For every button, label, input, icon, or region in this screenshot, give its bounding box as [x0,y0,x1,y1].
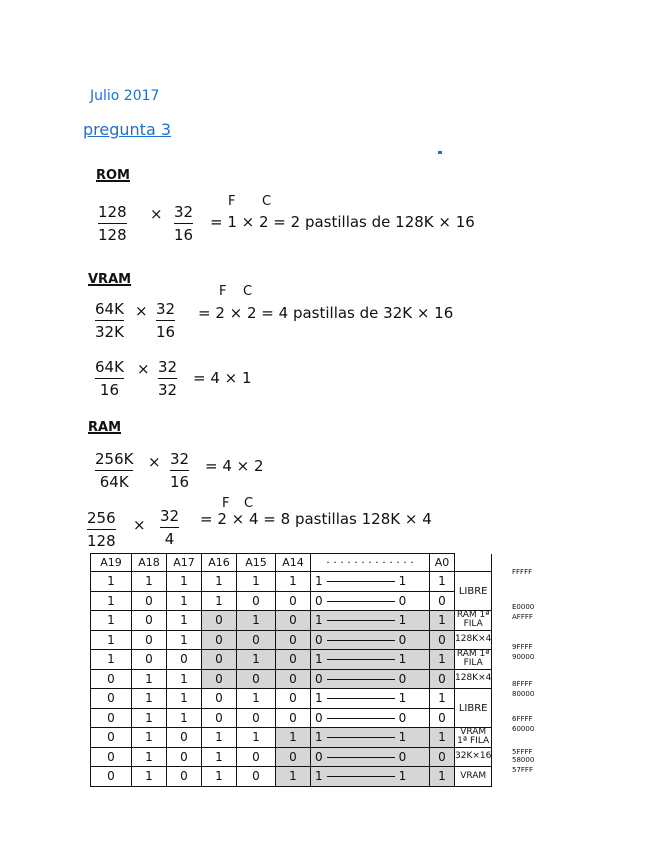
bit-cell: 0 [237,591,276,611]
range-cell [311,669,430,689]
region-description: VRAM [455,767,492,787]
range-to: 1 [398,691,407,706]
ram-f-label: F [222,496,230,511]
vram-f4-den: 32 [158,381,178,399]
ram-expression: = 4 × 2 [205,457,264,475]
a0-cell: 0 [430,708,455,728]
ram-f4-num: 32 [160,507,180,525]
bit-cell: 0 [276,689,311,709]
bit-cell: 1 [202,747,237,767]
header-a15: A15 [237,554,276,572]
rom-title: ROM [96,168,130,183]
question-title: pregunta 3 [83,120,172,139]
a0-cell: 1 [430,689,455,709]
bit-cell: 0 [276,669,311,689]
vram-fraction-4 [158,357,177,400]
bit-cell: 0 [276,611,311,631]
range-from: 1 [315,691,323,706]
range-from: 0 [315,593,323,608]
table-row [91,708,492,728]
header-a16: A16 [202,554,237,572]
bit-cell: 1 [132,708,167,728]
address-label: E0000 [512,603,535,611]
bit-cell: 0 [237,747,276,767]
bit-cell: 1 [91,591,132,611]
bit-cell: 1 [132,767,167,787]
vram-f2-den: 16 [156,323,176,341]
bit-cell: 0 [91,708,132,728]
bit-cell: 1 [167,669,202,689]
range-line [327,640,395,641]
ram-fraction-2 [170,449,189,492]
bit-cell: 0 [237,767,276,787]
bit-cell: 1 [276,572,311,592]
range-cell [311,611,430,631]
bit-cell: 1 [167,591,202,611]
times-sign: × [133,516,146,534]
ink-dot [438,151,442,154]
times-sign: × [137,360,150,378]
range-line [327,698,395,699]
vram-expression-2: = 4 × 1 [193,369,252,387]
bit-cell: 1 [91,630,132,650]
bit-cell: 1 [132,669,167,689]
range-to: 1 [398,769,407,784]
range-line [327,679,395,680]
range-from: 1 [315,574,323,589]
bit-cell: 1 [132,728,167,748]
bit-cell: 1 [167,572,202,592]
range-from: 1 [315,613,323,628]
a0-cell: 0 [430,669,455,689]
address-label: AFFFF [512,613,533,621]
region-description: RAM 1ª FILA [455,611,492,631]
times-sign: × [148,453,161,471]
rom-fraction-1 [98,202,127,245]
range-cell [311,708,430,728]
range-from: 1 [315,652,323,667]
bit-cell: 1 [167,630,202,650]
address-label: 8FFFF [512,680,533,688]
range-line [327,776,395,777]
bit-cell: 1 [167,708,202,728]
bit-cell: 0 [276,591,311,611]
bit-cell: 1 [202,591,237,611]
address-label: 58000 [512,756,535,764]
table-row [91,591,492,611]
ram-c-label: C [244,496,254,511]
table-row [91,728,492,748]
ram-f2-den: 16 [170,473,190,491]
range-to: 0 [398,749,407,764]
vram-f-label: F [219,284,227,299]
vram-fraction-1 [95,299,124,342]
table-row [91,689,492,709]
bit-cell: 1 [237,572,276,592]
header-a18: A18 [132,554,167,572]
vram-f3-den: 16 [99,381,120,399]
range-to: 0 [398,671,407,686]
range-to: 1 [398,613,407,628]
a0-cell: 1 [430,767,455,787]
bit-cell: 1 [202,572,237,592]
bit-cell: 0 [167,650,202,670]
vram-f4-num: 32 [158,358,178,376]
range-from: 0 [315,632,323,647]
bit-cell: 0 [132,650,167,670]
table-row [91,630,492,650]
bit-cell: 1 [237,611,276,631]
range-line [327,718,395,719]
address-label: 80000 [512,690,535,698]
rom-f1-den: 128 [98,226,127,244]
header-desc [455,554,492,572]
bit-cell: 1 [167,611,202,631]
range-cell [311,767,430,787]
a0-cell: 0 [430,591,455,611]
times-sign: × [135,302,148,320]
vram-f2-num: 32 [156,300,176,318]
bit-cell: 0 [237,669,276,689]
vram-fraction-2 [156,299,175,342]
bit-cell: 0 [167,728,202,748]
address-label: 9FFFF [512,643,533,651]
range-to: 0 [398,632,407,647]
bit-cell: 1 [276,728,311,748]
address-label: 57FFF [512,766,533,774]
bit-cell: 0 [202,630,237,650]
a0-cell: 0 [430,747,455,767]
range-cell [311,650,430,670]
bit-cell: 1 [91,650,132,670]
range-from: 0 [315,671,323,686]
range-to: 0 [398,710,407,725]
bit-cell: 0 [202,611,237,631]
a0-cell: 1 [430,728,455,748]
rom-f-label: F [228,194,236,209]
header-a19: A19 [91,554,132,572]
bit-cell: 1 [276,767,311,787]
region-description: VRAM 1ª FILA [455,728,492,748]
a0-cell: 1 [430,572,455,592]
a0-cell: 1 [430,650,455,670]
ram-fraction-3 [87,508,116,551]
times-sign: × [150,205,163,223]
rom-f2-num: 32 [174,203,194,221]
range-cell [311,747,430,767]
a0-cell: 1 [430,611,455,631]
vram-c-label: C [243,284,253,299]
rom-expression: = 1 × 2 = 2 pastillas de 128K × 16 [210,213,475,231]
rom-c-label: C [262,194,272,209]
rom-f2-den: 16 [174,226,194,244]
range-line [327,601,395,602]
range-line [327,737,395,738]
ram-f3-num: 256 [87,509,116,527]
range-from: 1 [315,730,323,745]
ram-f1-den: 64K [99,473,129,491]
table-row [91,611,492,631]
bit-cell: 0 [167,747,202,767]
region-description: 128K×4 [455,630,492,650]
region-description: LIBRE [455,689,492,728]
range-line [327,581,395,582]
bit-cell: 0 [276,747,311,767]
range-to: 1 [398,730,407,745]
ram-title: RAM [88,420,122,435]
bit-cell: 0 [276,650,311,670]
table-row [91,747,492,767]
bit-cell: 1 [202,767,237,787]
bit-cell: 0 [276,708,311,728]
bit-cell: 0 [202,689,237,709]
bit-cell: 0 [91,767,132,787]
range-to: 0 [398,593,407,608]
bit-cell: 0 [91,728,132,748]
ram-f2-num: 32 [170,450,190,468]
bit-cell: 1 [237,689,276,709]
vram-fraction-3 [95,357,124,400]
region-description: 32K×16 [455,747,492,767]
region-description: RAM 1ª FILA [455,650,492,670]
range-cell [311,572,430,592]
bit-cell: 1 [167,689,202,709]
header-dots: · · · · · · · · · · · · · [311,554,430,572]
ram-f1-num: 256K [95,450,134,468]
ram-f4-den: 4 [164,530,175,548]
ram-fraction-1 [95,449,133,492]
address-label: FFFFF [512,568,533,576]
bit-cell: 0 [276,630,311,650]
bit-cell: 0 [91,747,132,767]
bit-cell: 1 [132,689,167,709]
bit-cell: 1 [237,650,276,670]
region-description: LIBRE [455,572,492,611]
range-to: 1 [398,652,407,667]
bit-cell: 0 [132,611,167,631]
range-line [327,757,395,758]
ram-f3-den: 128 [87,532,116,550]
table-row [91,767,492,787]
range-cell [311,630,430,650]
bit-cell: 0 [237,708,276,728]
address-label: 90000 [512,653,535,661]
range-cell [311,689,430,709]
range-cell [311,591,430,611]
bit-cell: 0 [202,650,237,670]
vram-f1-den: 32K [95,323,124,341]
rom-f1-num: 128 [98,203,127,221]
bit-cell: 1 [237,728,276,748]
bit-cell: 0 [132,630,167,650]
bit-cell: 1 [202,728,237,748]
bit-cell: 0 [91,669,132,689]
bit-cell: 0 [91,689,132,709]
address-label: 6FFFF [512,715,533,723]
bit-cell: 1 [91,611,132,631]
address-label: 5FFFF [512,748,533,756]
range-line [327,620,395,621]
bit-cell: 0 [202,669,237,689]
address-map-table [90,553,492,787]
range-cell [311,728,430,748]
date-label: Julio 2017 [90,88,160,104]
ram-expression-2: = 2 × 4 = 8 pastillas 128K × 4 [200,510,432,528]
bit-cell: 1 [132,572,167,592]
bit-cell: 0 [167,767,202,787]
vram-f1-num: 64K [95,300,124,318]
region-description: 128K×4 [455,669,492,689]
a0-cell: 0 [430,630,455,650]
header-a0: A0 [430,554,455,572]
ram-fraction-4 [160,506,179,549]
bit-cell: 1 [132,747,167,767]
range-to: 1 [398,574,407,589]
bit-cell: 0 [237,630,276,650]
vram-expression: = 2 × 2 = 4 pastillas de 32K × 16 [198,304,454,322]
bit-cell: 0 [202,708,237,728]
table-header-row [91,554,492,572]
vram-title: VRAM [88,272,132,287]
address-label: 60000 [512,725,535,733]
header-a14: A14 [276,554,311,572]
range-from: 0 [315,710,323,725]
range-from: 1 [315,769,323,784]
header-a17: A17 [167,554,202,572]
vram-f3-num: 64K [95,358,124,376]
table-row [91,572,492,592]
bit-cell: 0 [132,591,167,611]
table-row [91,650,492,670]
rom-fraction-2 [174,202,193,245]
range-line [327,659,395,660]
table-row [91,669,492,689]
bit-cell: 1 [91,572,132,592]
range-from: 0 [315,749,323,764]
